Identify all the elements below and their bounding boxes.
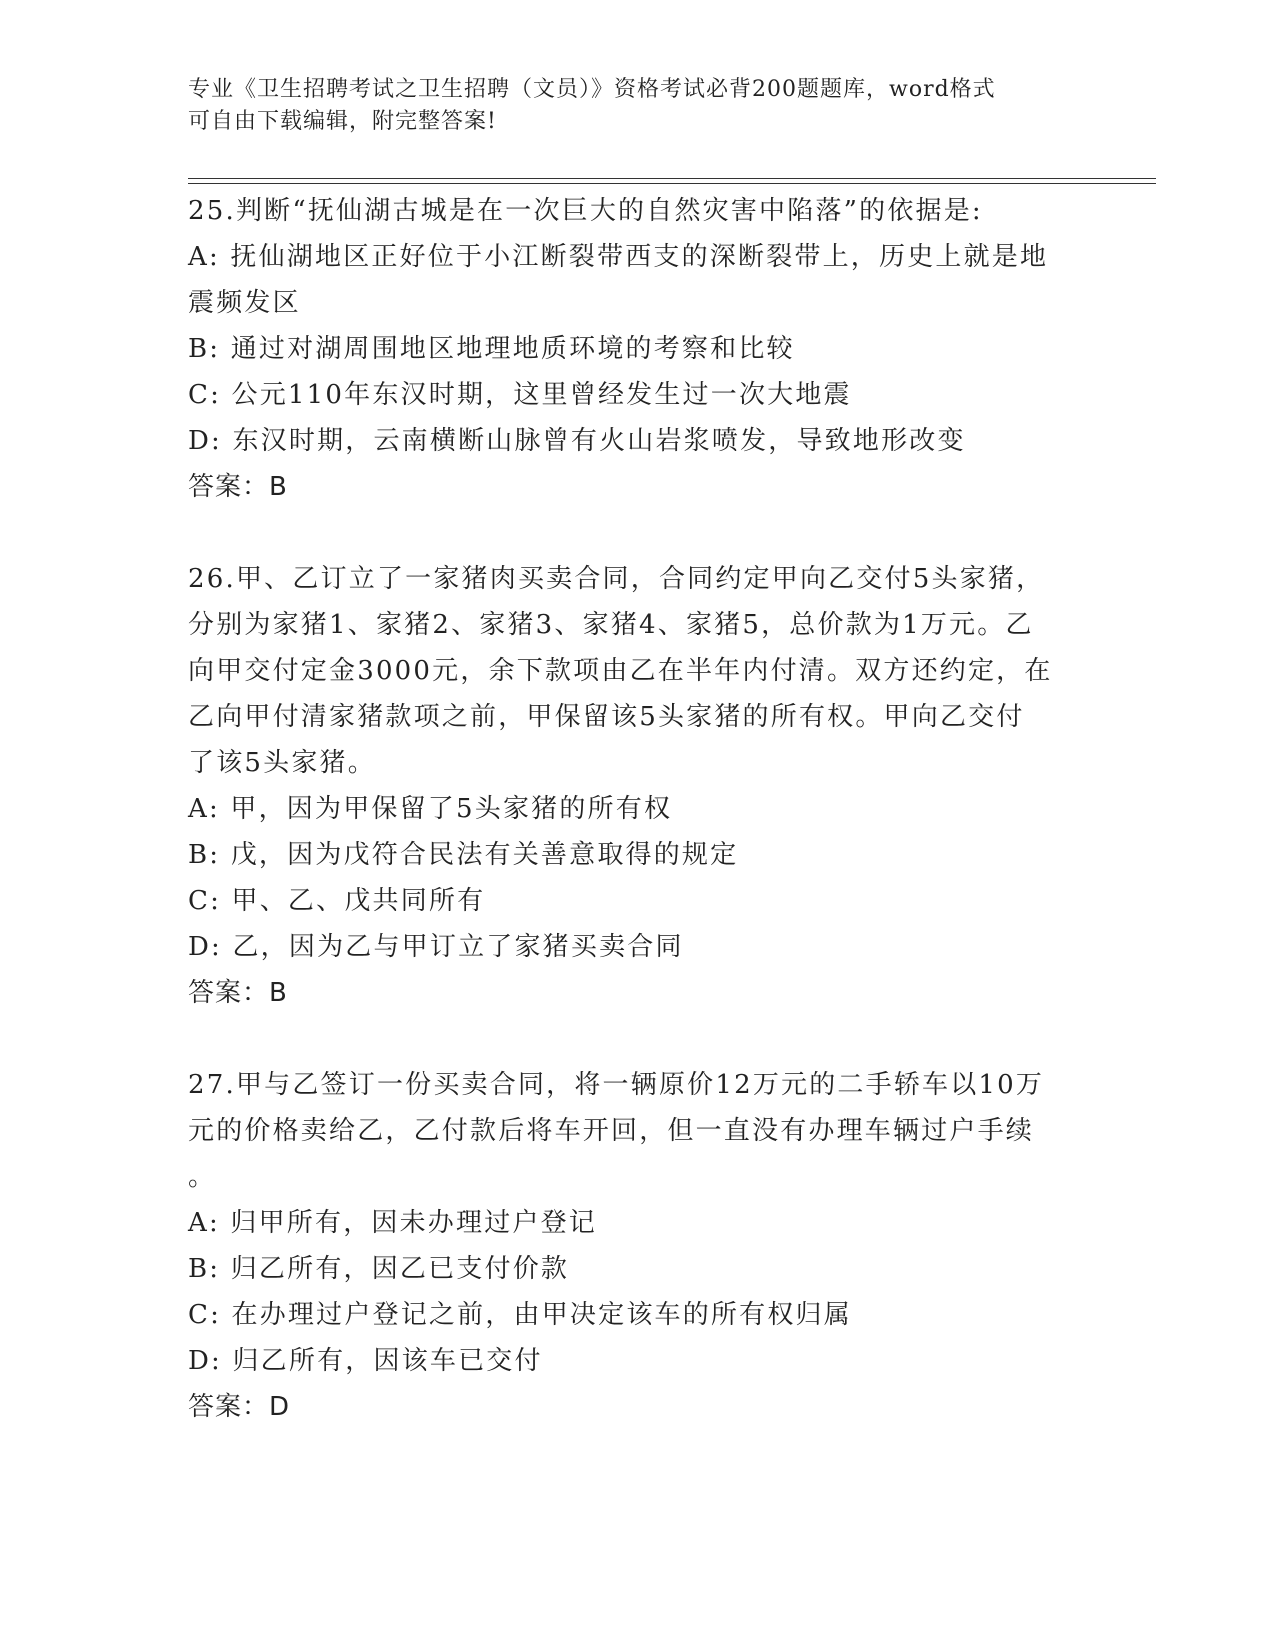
option-b: B: 戊，因为戊符合民法有关善意取得的规定 xyxy=(188,840,739,870)
question-block xyxy=(188,188,1108,510)
answer-label: 答案：B xyxy=(188,472,288,502)
header-subtitle-line: 可自由下载编辑，附完整答案! xyxy=(188,109,497,134)
option-c: C: 在办理过户登记之前，由甲决定该车的所有权归属 xyxy=(188,1300,852,1330)
question-stem-continued: 分别为家猪1、家猪2、家猪3、家猪4、家猪5，总价款为1万元。乙 xyxy=(188,610,1034,640)
option-a: A: 归甲所有，因未办理过户登记 xyxy=(188,1208,598,1238)
question-stem-continued: 元的价格卖给乙，乙付款后将车开回，但一直没有办理车辆过户手续 xyxy=(188,1116,1035,1146)
header-title-line: 专业《卫生招聘考试之卫生招聘（文员）》资格考试必背200题题库，word格式 xyxy=(188,77,996,102)
question-stem-continued: 。 xyxy=(188,1162,217,1192)
option-c: C: 甲、乙、戊共同所有 xyxy=(188,886,486,916)
option-c: C: 公元110年东汉时期，这里曾经发生过一次大地震 xyxy=(188,380,852,410)
answer-label: 答案：D xyxy=(188,1392,291,1422)
question-block xyxy=(188,556,1108,1016)
option-a: A: 抚仙湖地区正好位于小江断裂带西支的深断裂带上，历史上就是地 xyxy=(188,242,1049,272)
option-d: D: 东汉时期，云南横断山脉曾有火山岩浆喷发，导致地形改变 xyxy=(188,426,966,456)
option-d: D: 归乙所有，因该车已交付 xyxy=(188,1346,543,1376)
option-b: B: 归乙所有，因乙已支付价款 xyxy=(188,1254,570,1284)
question-stem: 25.判断“抚仙湖古城是在一次巨大的自然灾害中陷落”的依据是: xyxy=(188,196,983,226)
option-a: A: 甲，因为甲保留了5头家猪的所有权 xyxy=(188,794,673,824)
question-block xyxy=(188,1062,1108,1430)
answer-label: 答案：B xyxy=(188,978,288,1008)
option-a-continued: 震频发区 xyxy=(188,288,301,318)
question-stem: 26.甲、乙订立了一家猪肉买卖合同，合同约定甲向乙交付5头家猪， xyxy=(188,564,1045,594)
document-header xyxy=(188,74,1068,138)
option-b: B: 通过对湖周围地区地理地质环境的考察和比较 xyxy=(188,334,795,364)
question-list xyxy=(188,188,1108,1430)
question-stem-continued: 乙向甲付清家猪款项之前，甲保留该5头家猪的所有权。甲向乙交付 xyxy=(188,702,1025,732)
question-spacer xyxy=(188,510,1108,556)
question-stem-continued: 了该5头家猪。 xyxy=(188,748,376,778)
header-divider-bottom xyxy=(188,183,1156,184)
header-divider-top xyxy=(188,178,1156,179)
question-stem: 27.甲与乙签订一份买卖合同，将一辆原价12万元的二手轿车以10万 xyxy=(188,1070,1045,1100)
option-d: D: 乙，因为乙与甲订立了家猪买卖合同 xyxy=(188,932,684,962)
question-spacer xyxy=(188,1016,1108,1062)
question-stem-continued: 向甲交付定金3000元，余下款项由乙在半年内付清。双方还约定，在 xyxy=(188,656,1053,686)
